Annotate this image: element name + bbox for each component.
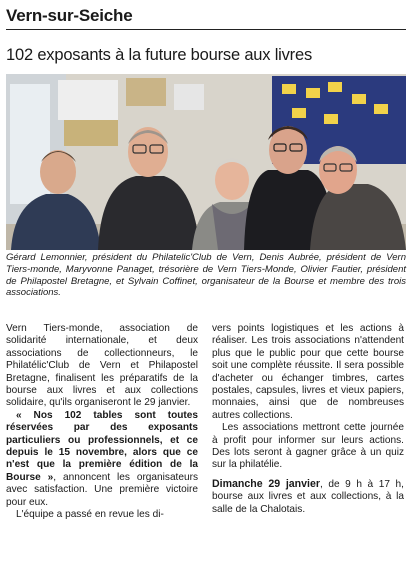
article-body — [6, 323, 406, 563]
paragraph-team-cont: vers points logistiques et les actions à réaliser. Les trois associations n'attendent plus que le public pour que cette bourse soit une complète réussite. Il sera possible d'acheter ou échanger timbres, cartes postales, capsules, livres et vieux papiers, monnaies, ainsi que de nombreuses autres collections. — [212, 323, 404, 421]
paragraph-associations: Les associations mettront cette journée à profit pour informer sur leurs actions. Des lots seront à gagner grâce à un quiz sur la philatélie. — [212, 422, 404, 471]
paragraph-practical — [212, 478, 404, 516]
heading-rule — [6, 29, 406, 30]
photo-caption: Gérard Lemonnier, président du Philatelic'Club de Vern, Denis Aubrée, président de Vern Tiers-monde, Maryvonne Panaget, trésorière de Vern Tiers-Monde, Olivier Fautier, président de Philapostel Bretagne, et Sylvain Coffinet, organisateur de la Bourse et membre des trois associations. — [6, 252, 406, 299]
event-details: , de 9 h à 17 h, bourse aux livres et aux collections, à la salle de la Chalotais. — [212, 478, 404, 515]
quote-tail: , annoncent les organisateurs avec satisfaction. Une première victoire pour eux. — [6, 471, 198, 508]
article-column-right — [212, 323, 404, 516]
article-column-left — [6, 323, 198, 522]
paragraph-quote — [6, 410, 198, 509]
article-headline: 102 exposants à la future bourse aux livres — [6, 46, 313, 64]
article-photo — [6, 74, 406, 250]
quote-text: « Nos 102 tables sont toutes réservées par des exposants particuliers ou professionnels, et ce depuis le 15 novembre, alors que ce n'est que la première édition de la Bourse » — [6, 409, 198, 483]
event-date: Dimanche 29 janvier — [212, 477, 320, 490]
town-heading: Vern-sur-Seiche — [6, 6, 133, 25]
paragraph-team-start: L'équipe a passé en revue les di- — [16, 509, 164, 521]
paragraph-intro: Vern Tiers-monde, association de solidarité internationale, et deux associations de collectionneurs, le Philatélic'Club de Vern et Philapostel Bretagne, finalisent les préparatifs de la bourse aux livres et aux collections solidaire, qu'ils organiseront le 29 janvier. — [6, 323, 198, 409]
